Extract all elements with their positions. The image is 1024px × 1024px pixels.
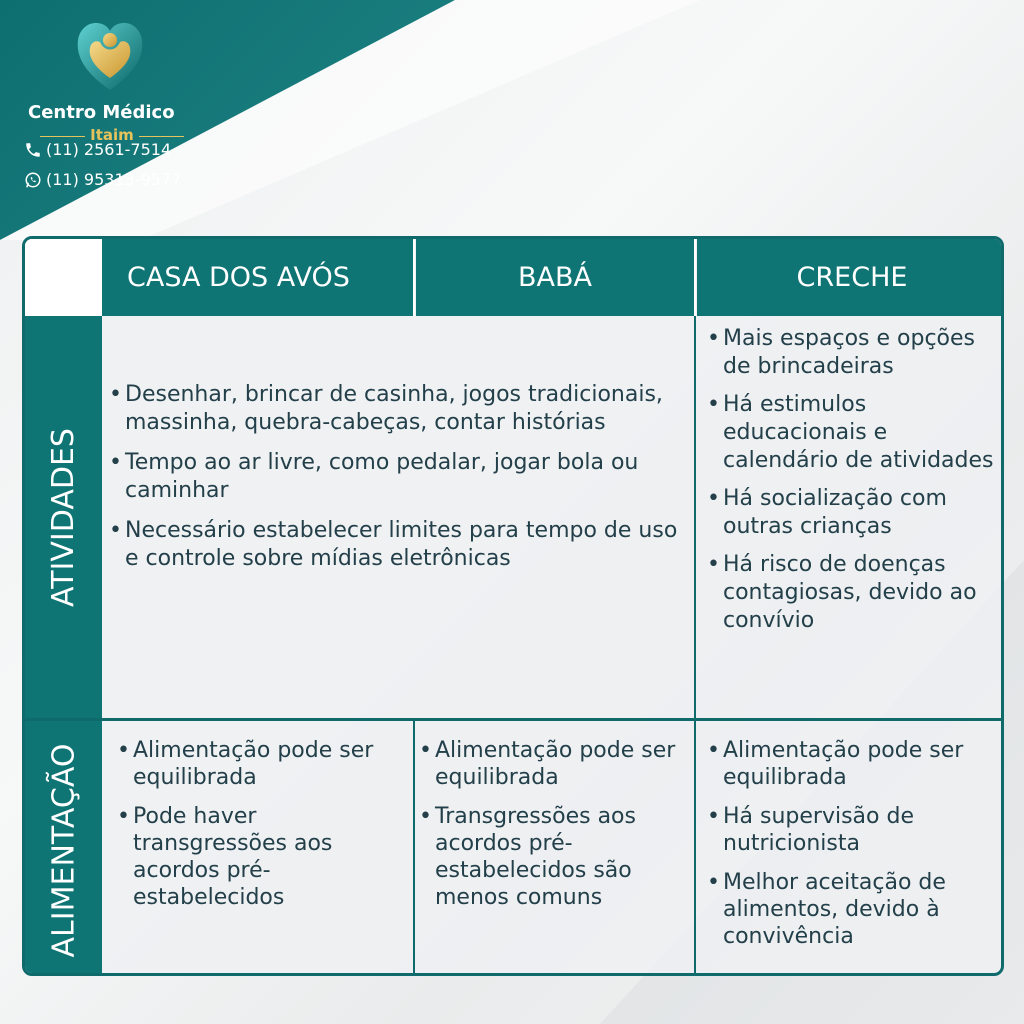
contact-whatsapp[interactable] bbox=[24, 170, 181, 189]
list-item: • Há supervisão de nutricionista bbox=[707, 803, 1004, 857]
list-item: • Desenhar, brincar de casinha, jogos tradicionais, massinha, quebra-cabeças, contar histórias bbox=[109, 381, 689, 437]
phone-number: (11) 2561-7514 bbox=[46, 140, 172, 159]
cell-atividades-creche bbox=[707, 325, 1004, 645]
list-item: • Há risco de doenças contagiosas, devido ao convívio bbox=[707, 551, 1004, 635]
contact-phone[interactable] bbox=[24, 140, 171, 159]
list-item: • Há socialização com outras crianças bbox=[707, 485, 1004, 541]
cell-alimentacao-casa bbox=[117, 737, 413, 923]
whatsapp-number: (11) 95313-9577 bbox=[46, 170, 182, 189]
whatsapp-icon bbox=[24, 171, 42, 189]
comparison-table bbox=[22, 236, 1004, 976]
list-item: • Alimentação pode ser equilibrada bbox=[707, 737, 1004, 791]
brand-divider-right bbox=[139, 136, 184, 137]
list-item: • Pode haver transgressões aos acordos pré-estabelecidos bbox=[117, 803, 413, 911]
column-header-casa-dos-avos: CASA DOS AVÓS bbox=[102, 239, 413, 316]
grid-horizontal-rows bbox=[25, 718, 1004, 721]
list-item: • Alimentação pode ser equilibrada bbox=[419, 737, 695, 791]
row-header-alimentacao bbox=[25, 721, 102, 976]
brand-sub: Itaim bbox=[90, 126, 134, 144]
brand-logo bbox=[22, 16, 212, 196]
column-header-creche: CRECHE bbox=[697, 239, 1004, 316]
phone-icon bbox=[24, 141, 42, 159]
heart-logo-icon bbox=[74, 16, 146, 96]
cell-alimentacao-baba bbox=[419, 737, 695, 923]
list-item: • Alimentação pode ser equilibrada bbox=[117, 737, 413, 791]
grid-vertical-baba bbox=[413, 718, 415, 976]
row-label-atividades: ATIVIDADES bbox=[46, 427, 81, 607]
cell-atividades-casa-baba bbox=[109, 381, 689, 585]
row-header-atividades bbox=[25, 316, 102, 718]
list-item: • Transgressões aos acordos pré-estabelecidos são menos comuns bbox=[419, 803, 695, 911]
list-item: • Melhor aceitação de alimentos, devido à convivência bbox=[707, 869, 1004, 950]
header-divider-1 bbox=[413, 239, 415, 316]
brand-name: Centro Médico bbox=[28, 102, 175, 123]
header-divider-2 bbox=[694, 239, 696, 316]
column-header-baba: BABÁ bbox=[416, 239, 694, 316]
table-corner bbox=[25, 239, 102, 316]
row-label-alimentacao: ALIMENTAÇÃO bbox=[46, 743, 82, 957]
list-item: • Necessário estabelecer limites para tempo de uso e controle sobre mídias eletrônicas bbox=[109, 517, 689, 573]
cell-alimentacao-creche bbox=[707, 737, 1004, 962]
list-item: • Há estimulos educacionais e calendário de atividades bbox=[707, 391, 1004, 475]
list-item: • Tempo ao ar livre, como pedalar, jogar bola ou caminhar bbox=[109, 449, 689, 505]
list-item: • Mais espaços e opções de brincadeiras bbox=[707, 325, 1004, 381]
